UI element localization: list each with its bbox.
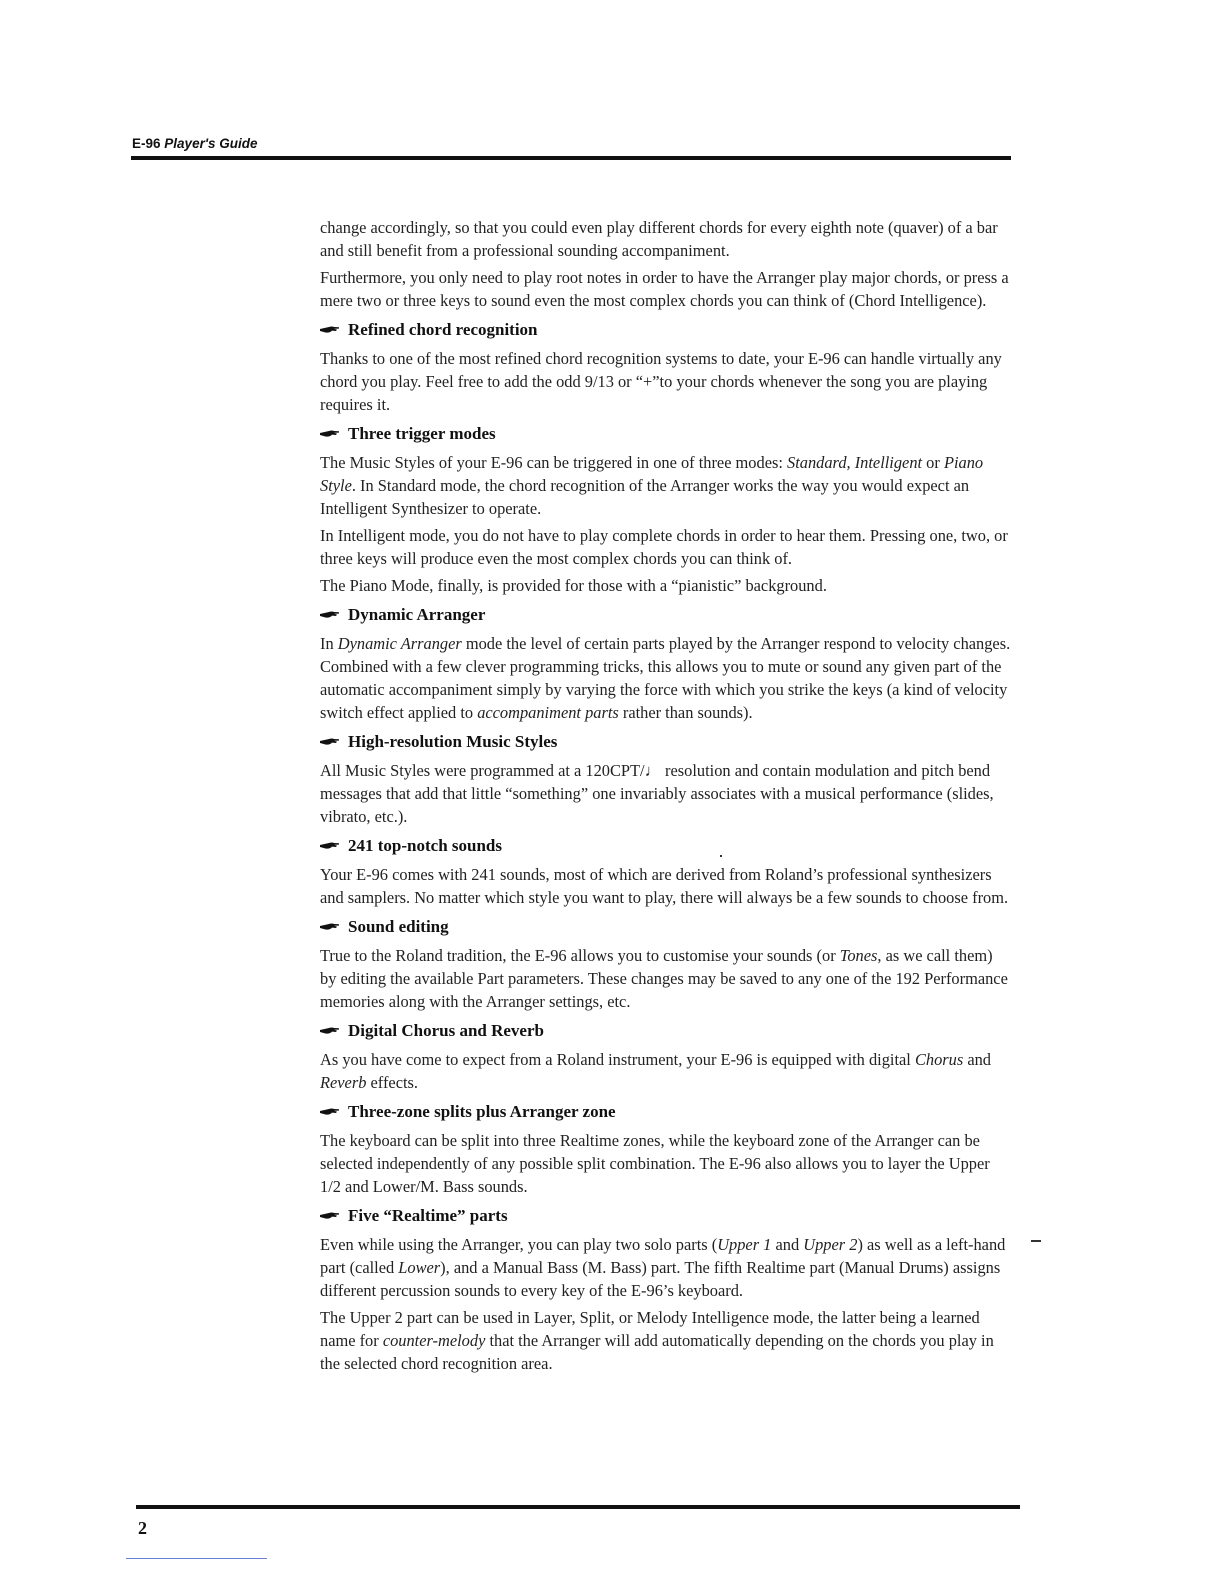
body-text: , as we call them) by editing the available Part parameters. These changes may be saved to any one of the 192 Performance memories along with the Arranger settings, etc. xyxy=(320,946,1008,1011)
feature-section xyxy=(320,603,1012,724)
feature-section xyxy=(320,318,1012,416)
section-heading xyxy=(320,834,1012,858)
section-title: Five “Realtime” parts xyxy=(348,1206,508,1225)
header-product: E-96 xyxy=(132,136,161,151)
body-text: The Music Styles of your E-96 can be triggered in one of three modes: xyxy=(320,453,788,472)
page-number: 2 xyxy=(138,1518,147,1538)
section-title: 241 top-notch sounds xyxy=(348,836,502,855)
body-text: ) as well as a left-hand part (called xyxy=(320,1235,1006,1277)
header-title: Player's Guide xyxy=(164,136,258,151)
feature-section xyxy=(320,1019,1012,1094)
header-rule xyxy=(131,156,1011,160)
stray-mark xyxy=(720,855,722,857)
section-paragraph xyxy=(320,1048,1012,1094)
section-heading xyxy=(320,422,1012,446)
pointing-hand-icon xyxy=(320,1107,340,1117)
emphasis-text: Tones xyxy=(839,946,878,965)
body-text: In xyxy=(320,634,338,653)
pointing-hand-icon xyxy=(320,737,340,747)
section-paragraph xyxy=(320,1306,1012,1375)
body-text: Even while using the Arranger, you can play two solo parts ( xyxy=(320,1235,718,1254)
footer-rule xyxy=(136,1505,1020,1509)
page-body xyxy=(320,216,1012,1379)
section-paragraph xyxy=(320,451,1012,520)
emphasis-text: Upper 1 xyxy=(717,1235,772,1254)
body-text: Your E-96 comes with 241 sounds, most of which are derived from Roland’s professional synthesizers and samplers. No matter which style you want to play, there will always be a few sounds to choose from. xyxy=(320,865,1009,907)
section-heading xyxy=(320,318,1012,342)
pointing-hand-icon xyxy=(320,1026,340,1036)
feature-section xyxy=(320,915,1012,1013)
feature-section xyxy=(320,1204,1012,1375)
pointing-hand-icon xyxy=(320,610,340,620)
pointing-hand-icon xyxy=(320,1211,340,1221)
section-title: Digital Chorus and Reverb xyxy=(348,1021,544,1040)
body-text: True to the Roland tradition, the E-96 allows you to customise your sounds (or xyxy=(320,946,840,965)
body-text: In Intelligent mode, you do not have to play complete chords in order to hear them. Pressing one, two, or three keys will produce even the most complex chords you can think of. xyxy=(320,526,1008,568)
section-title: Three trigger modes xyxy=(348,424,496,443)
intro-paragraph: change accordingly, so that you could even play different chords for every eighth note (quaver) of a bar and still benefit from a professional sounding accompaniment. xyxy=(320,218,998,260)
section-title: High-resolution Music Styles xyxy=(348,732,558,751)
section-heading xyxy=(320,915,1012,939)
scan-artifact-line xyxy=(126,1558,267,1559)
intro-paragraph: Furthermore, you only need to play root notes in order to have the Arranger play major chords, or press a mere two or three keys to sound even the most complex chords you can think of (Chord Intelligence). xyxy=(320,268,1009,310)
emphasis-text: Upper 2 xyxy=(803,1235,858,1254)
body-text: ), and a Manual Bass (M. Bass) part. The fifth Realtime part (Manual Drums) assigns different percussion sounds to every key of the E-96’s keyboard. xyxy=(320,1258,1001,1300)
feature-section xyxy=(320,730,1012,828)
stray-mark xyxy=(1031,1240,1041,1242)
section-heading xyxy=(320,1019,1012,1043)
body-text: All Music Styles were programmed at a 120CPT/♩ resolution and contain modulation and pitch bend messages that add that little “something” one invariably associates with a musical performance (slides, vibrato, etc.). xyxy=(320,761,994,826)
section-paragraph xyxy=(320,1129,1012,1198)
section-title: Refined chord recognition xyxy=(348,320,538,339)
body-text: effects. xyxy=(366,1073,418,1092)
feature-section xyxy=(320,834,1012,909)
pointing-hand-icon xyxy=(320,922,340,932)
body-text: mode the level of certain parts played by the Arranger respond to velocity changes. Combined with a few clever programming tricks, this allows you to mute or sound any given part of the automatic accompaniment simply by varying the force with which you strike the keys (a kind of velocity switch effect applied to xyxy=(320,634,1011,722)
section-heading xyxy=(320,1100,1012,1124)
body-text: rather than sounds). xyxy=(618,703,753,722)
emphasis-text: accompaniment parts xyxy=(477,703,619,722)
emphasis-text: Chorus xyxy=(914,1050,964,1069)
running-header xyxy=(132,136,258,151)
section-heading xyxy=(320,730,1012,754)
section-paragraph xyxy=(320,944,1012,1013)
body-text: The Piano Mode, finally, is provided for those with a “pianistic” background. xyxy=(320,576,827,595)
body-text: or xyxy=(922,453,944,472)
body-text: Thanks to one of the most refined chord recognition systems to date, your E-96 can handle virtually any chord you play. Feel free to add the odd 9/13 or “+”to your chords whenever the song you are playing requires it. xyxy=(320,349,1002,414)
section-title: Dynamic Arranger xyxy=(348,605,486,624)
body-text: As you have come to expect from a Roland instrument, your E-96 is equipped with digital xyxy=(320,1050,915,1069)
body-text: The Upper 2 part can be used in Layer, Split, or Melody Intelligence mode, the latter being a learned name for xyxy=(320,1308,980,1350)
section-heading xyxy=(320,603,1012,627)
section-paragraph xyxy=(320,632,1012,724)
body-text: . In Standard mode, the chord recognition of the Arranger works the way you would expect an Intelligent Synthesizer to operate. xyxy=(320,476,970,518)
section-paragraph xyxy=(320,524,1012,570)
section-paragraph xyxy=(320,863,1012,909)
emphasis-text: Standard, Intelligent xyxy=(787,453,923,472)
emphasis-text: Piano Style xyxy=(320,453,984,495)
emphasis-text: Reverb xyxy=(320,1073,367,1092)
pointing-hand-icon xyxy=(320,325,340,335)
section-paragraph xyxy=(320,574,1012,597)
emphasis-text: Lower xyxy=(398,1258,441,1277)
feature-section xyxy=(320,422,1012,597)
pointing-hand-icon xyxy=(320,841,340,851)
body-text: and xyxy=(963,1050,991,1069)
feature-sections xyxy=(320,318,1012,1375)
section-paragraph xyxy=(320,1233,1012,1302)
body-text: and xyxy=(771,1235,804,1254)
emphasis-text: Dynamic Arranger xyxy=(337,634,462,653)
pointing-hand-icon xyxy=(320,429,340,439)
section-heading xyxy=(320,1204,1012,1228)
section-title: Sound editing xyxy=(348,917,449,936)
section-paragraph xyxy=(320,347,1012,416)
feature-section xyxy=(320,1100,1012,1198)
body-text: The keyboard can be split into three Realtime zones, while the keyboard zone of the Arranger can be selected independently of any possible split combination. The E-96 also allows you to layer the Upper 1/2 and Lower/M. Bass sounds. xyxy=(320,1131,990,1196)
section-title: Three-zone splits plus Arranger zone xyxy=(348,1102,616,1121)
body-text: that the Arranger will add automatically depending on the chords you play in the selected chord recognition area. xyxy=(320,1331,994,1373)
section-paragraph xyxy=(320,759,1012,828)
emphasis-text: counter-melody xyxy=(382,1331,486,1350)
